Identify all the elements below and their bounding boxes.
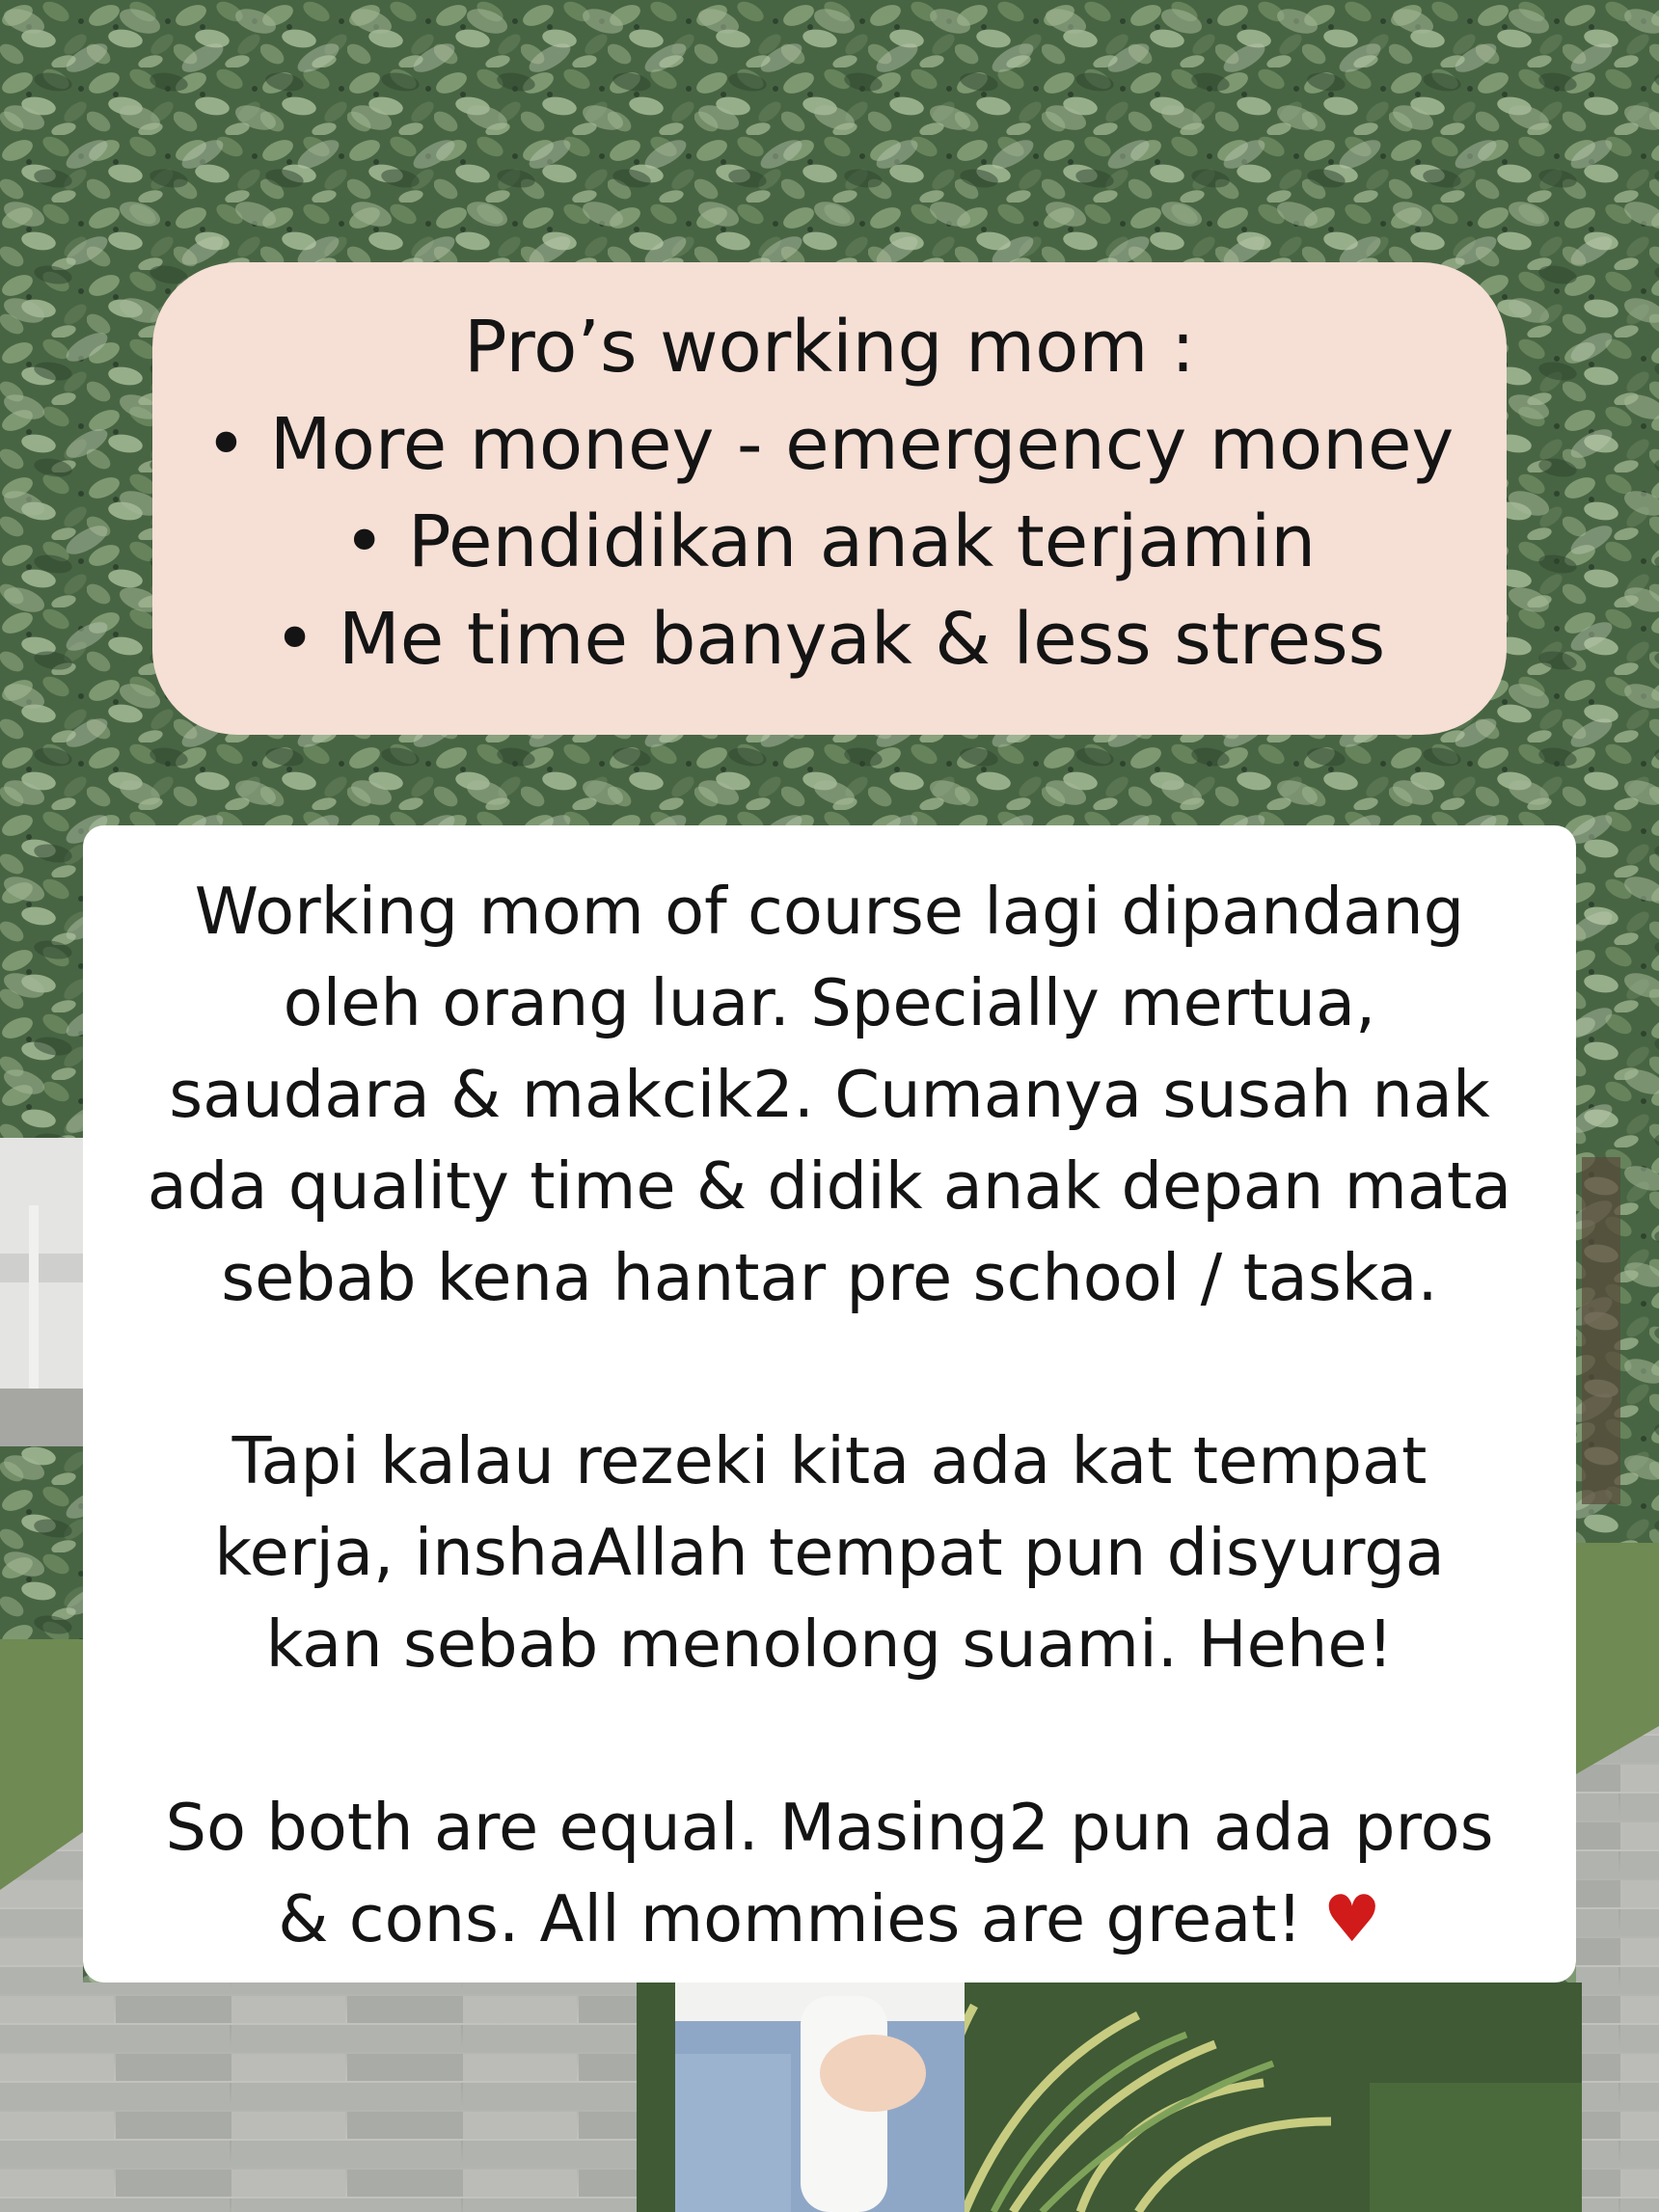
- paragraph-gap: [83, 1690, 1576, 1782]
- pros-title: Pro’s working mom :: [464, 306, 1195, 389]
- heart-icon: ♥: [1322, 1881, 1381, 1956]
- paragraph-1-line-4: ada quality time & didik anak depan mata: [147, 1148, 1512, 1224]
- paragraph-2-line-2: kerja, inshaAllah tempat pun disyurga: [214, 1515, 1445, 1590]
- main-card: [83, 825, 1576, 1983]
- pros-bullet-2: • Pendidikan anak terjamin: [342, 500, 1317, 583]
- paragraph-1-line-2: oleh orang luar. Specially mertua,: [283, 965, 1376, 1040]
- pros-bullet-1: • More money - emergency money: [204, 403, 1455, 486]
- paragraph-3-line-1: So both are equal. Masing2 pun ada pros: [165, 1790, 1494, 1865]
- pros-bullet-3: • Me time banyak & less stress: [273, 598, 1386, 681]
- paragraph-2-line-1: Tapi kalau rezeki kita ada kat tempat: [231, 1423, 1428, 1498]
- paragraph-1-line-3: saudara & makcik2. Cumanya susah nak: [169, 1057, 1490, 1132]
- paragraph-1-line-5: sebab kena hantar pre school / taska.: [221, 1240, 1438, 1315]
- closing-text: & cons. All mommies are great!: [278, 1881, 1303, 1956]
- pros-card: [152, 262, 1507, 735]
- paragraph-2-line-3: kan sebab menolong suami. Hehe!: [265, 1606, 1394, 1682]
- paragraph-1-line-1: Working mom of course lagi dipandang: [194, 874, 1465, 949]
- paragraph-gap: [83, 1324, 1576, 1416]
- paragraph-3-line-2: [83, 1874, 1576, 1965]
